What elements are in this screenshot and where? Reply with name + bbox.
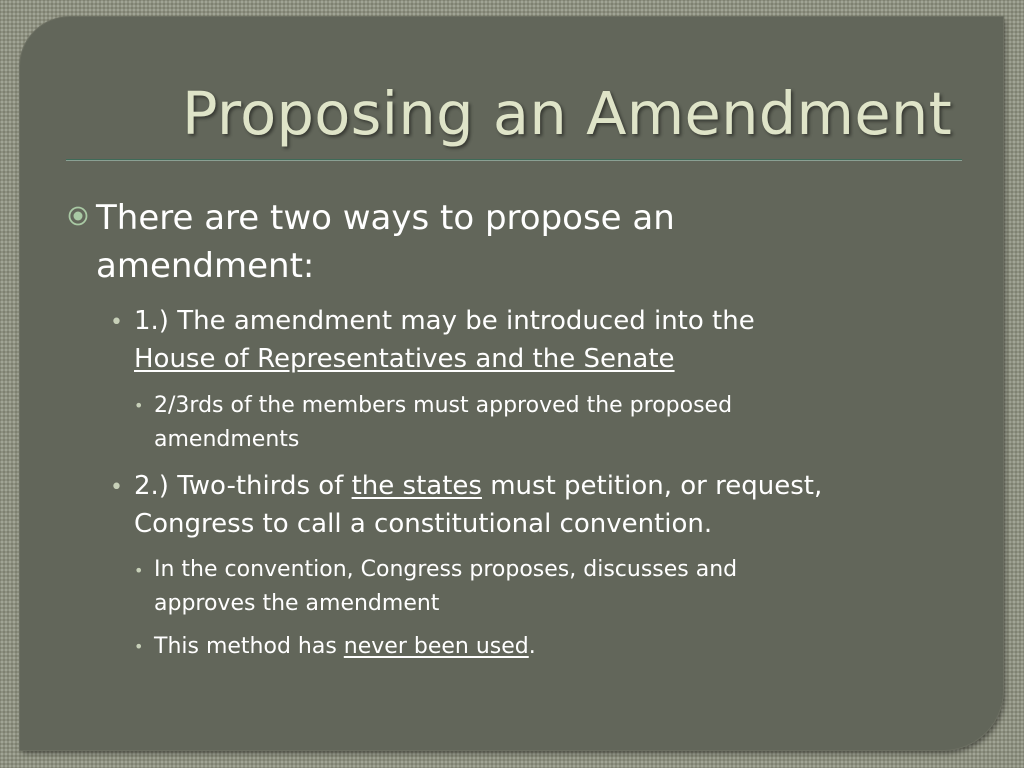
bullet-main (96, 194, 896, 290)
point-2-underlined: the states (351, 471, 482, 501)
small-dot-bullet-icon: • (134, 637, 144, 656)
dot-bullet-icon: • (110, 310, 123, 335)
point-1-underlined: House of Representatives and the Senate (134, 344, 675, 374)
slide-title: Proposing an Amendment (182, 79, 953, 148)
point-1-sub (154, 389, 934, 457)
point-1 (134, 302, 974, 378)
circle-dot-icon (67, 205, 89, 227)
point-2-sub-2-prefix: This method has (154, 634, 344, 659)
point-1-sub-line2: amendments (154, 427, 300, 452)
point-2-sub-1-line1: In the convention, Congress proposes, discusses and (154, 557, 738, 582)
point-2-prefix: 2.) Two-thirds of (134, 471, 352, 501)
point-2-sub-2 (154, 630, 934, 664)
dot-bullet-icon: • (110, 475, 123, 500)
point-2-sub-2-underlined: never been used (343, 634, 529, 659)
point-2-sub-2-suffix: . (528, 634, 536, 659)
point-2-suffix: must petition, or request, (481, 471, 823, 501)
bullet-main-line1: There are two ways to propose an (96, 198, 675, 238)
point-1-prefix: 1.) The amendment may be introduced into the (134, 306, 755, 336)
point-1-sub-line1: 2/3rds of the members must approved the proposed (154, 393, 733, 418)
small-dot-bullet-icon: • (134, 561, 144, 580)
bullet-main-line2: amendment: (96, 246, 315, 286)
point-2-sub-1-line2: approves the amendment (154, 591, 440, 616)
point-2-line2: Congress to call a constitutional convention. (134, 509, 713, 539)
point-2 (134, 467, 974, 543)
small-dot-bullet-icon: • (134, 396, 144, 415)
point-2-sub-1 (154, 553, 934, 621)
